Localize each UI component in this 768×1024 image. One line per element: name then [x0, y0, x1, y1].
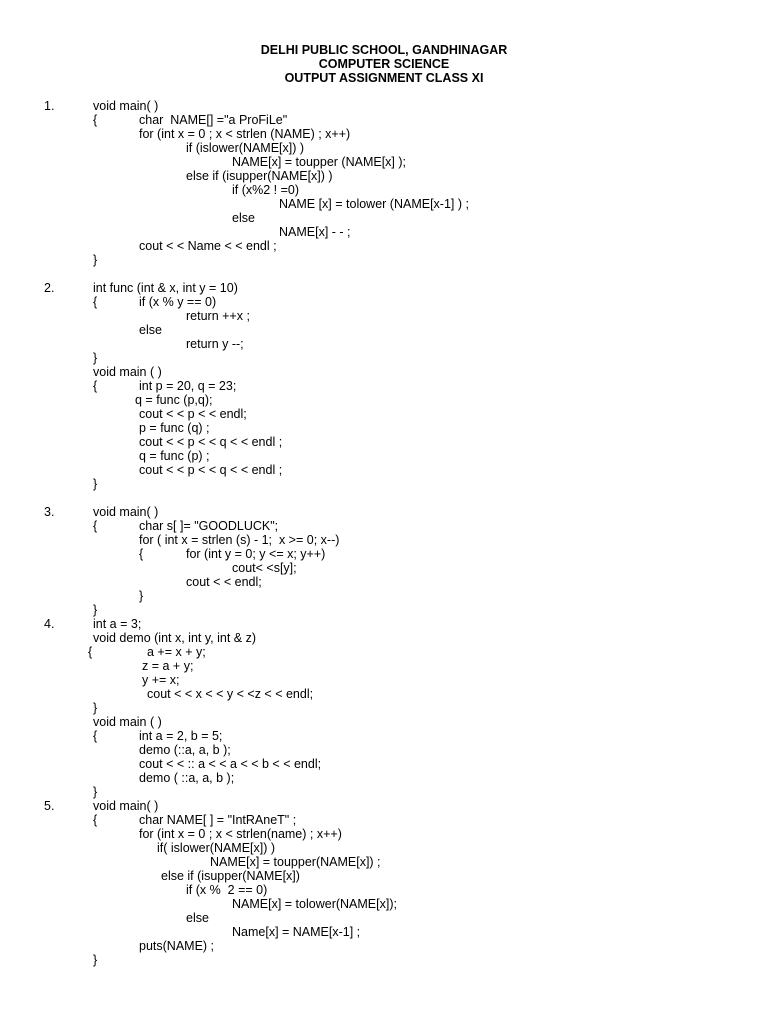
code-brace: { [93, 519, 98, 533]
code-line: } [93, 477, 98, 491]
code-brace: { [88, 645, 93, 659]
code-line: return y --; [186, 337, 244, 351]
code-line: void demo (int x, int y, int & z) [93, 631, 257, 645]
code-line: char NAME[ ] = "IntRAneT" ; [139, 813, 297, 827]
code-line: for (int y = 0; y <= x; y++) [186, 547, 326, 561]
question-number: 5. [44, 799, 55, 813]
code-line: demo ( ::a, a, b ); [139, 771, 235, 785]
code-line: void main ( ) [93, 365, 162, 379]
code-line: z = a + y; [142, 659, 194, 673]
code-line: q = func (p) ; [139, 449, 210, 463]
code-line: void main ( ) [93, 715, 162, 729]
code-line: for (int x = 0 ; x < strlen (NAME) ; x++) [139, 127, 351, 141]
question-number: 3. [44, 505, 55, 519]
code-line: if (x % 2 == 0) [186, 883, 268, 897]
code-brace: { [93, 379, 98, 393]
code-line: char NAME[] ="a ProFiLe" [139, 113, 288, 127]
assignment-title-heading: OUTPUT ASSIGNMENT CLASS XI [284, 71, 484, 85]
question-number: 1. [44, 99, 55, 113]
code-line: else [232, 211, 255, 225]
code-line: void main( ) [93, 99, 159, 113]
code-line: cout < < endl; [186, 575, 262, 589]
code-line: NAME[x] - - ; [279, 225, 351, 239]
subject-heading: COMPUTER SCIENCE [318, 57, 450, 71]
code-line: cout < < :: a < < a < < b < < endl; [139, 757, 322, 771]
code-line: y += x; [142, 673, 180, 687]
code-line: cout < < p < < q < < endl ; [139, 463, 283, 477]
code-line: int p = 20, q = 23; [139, 379, 237, 393]
code-line: int a = 3; [93, 617, 142, 631]
code-line: for ( int x = strlen (s) - 1; x >= 0; x--) [139, 533, 340, 547]
code-line: int func (int & x, int y = 10) [93, 281, 238, 295]
code-line: } [93, 785, 98, 799]
code-line: else if (isupper(NAME[x]) ) [186, 169, 333, 183]
code-brace: { [93, 729, 98, 743]
code-line: cout < < p < < endl; [139, 407, 247, 421]
code-line: char s[ ]= "GOODLUCK"; [139, 519, 279, 533]
code-line: } [93, 953, 98, 967]
code-line: q = func (p,q); [135, 393, 213, 407]
code-line: } [139, 589, 144, 603]
code-line: void main( ) [93, 505, 159, 519]
code-line: } [93, 603, 98, 617]
code-line: } [93, 253, 98, 267]
code-line: return ++x ; [186, 309, 250, 323]
code-line: cout < < x < < y < <z < < endl; [147, 687, 314, 701]
code-line: if( islower(NAME[x]) ) [157, 841, 276, 855]
code-brace: { [93, 813, 98, 827]
school-name-heading: DELHI PUBLIC SCHOOL, GANDHINAGAR [260, 43, 508, 57]
question-number: 4. [44, 617, 55, 631]
code-line: else if (isupper(NAME[x]) [161, 869, 300, 883]
code-line: else [139, 323, 162, 337]
code-line: cout< <s[y]; [232, 561, 297, 575]
code-line: Name[x] = NAME[x-1] ; [232, 925, 361, 939]
code-line: cout < < Name < < endl ; [139, 239, 277, 253]
code-line: demo (::a, a, b ); [139, 743, 231, 757]
question-number: 2. [44, 281, 55, 295]
code-line: } [93, 351, 98, 365]
code-line: NAME[x] = toupper(NAME[x]) ; [210, 855, 381, 869]
code-line: p = func (q) ; [139, 421, 210, 435]
code-line: puts(NAME) ; [139, 939, 215, 953]
code-line: cout < < p < < q < < endl ; [139, 435, 283, 449]
code-line: if (x%2 ! =0) [232, 183, 300, 197]
code-line: NAME[x] = toupper (NAME[x] ); [232, 155, 407, 169]
code-line: if (x % y == 0) [139, 295, 217, 309]
code-line: a += x + y; [147, 645, 206, 659]
code-line: } [93, 701, 98, 715]
code-line: NAME[x] = tolower(NAME[x]); [232, 897, 397, 911]
code-line: NAME [x] = tolower (NAME[x-1] ) ; [279, 197, 469, 211]
code-line: for (int x = 0 ; x < strlen(name) ; x++) [139, 827, 342, 841]
code-brace: { [93, 295, 98, 309]
code-line: int a = 2, b = 5; [139, 729, 223, 743]
code-brace: { [93, 113, 98, 127]
code-brace: { [139, 547, 144, 561]
code-line: void main( ) [93, 799, 159, 813]
code-line: else [186, 911, 209, 925]
code-line: if (islower(NAME[x]) ) [186, 141, 305, 155]
